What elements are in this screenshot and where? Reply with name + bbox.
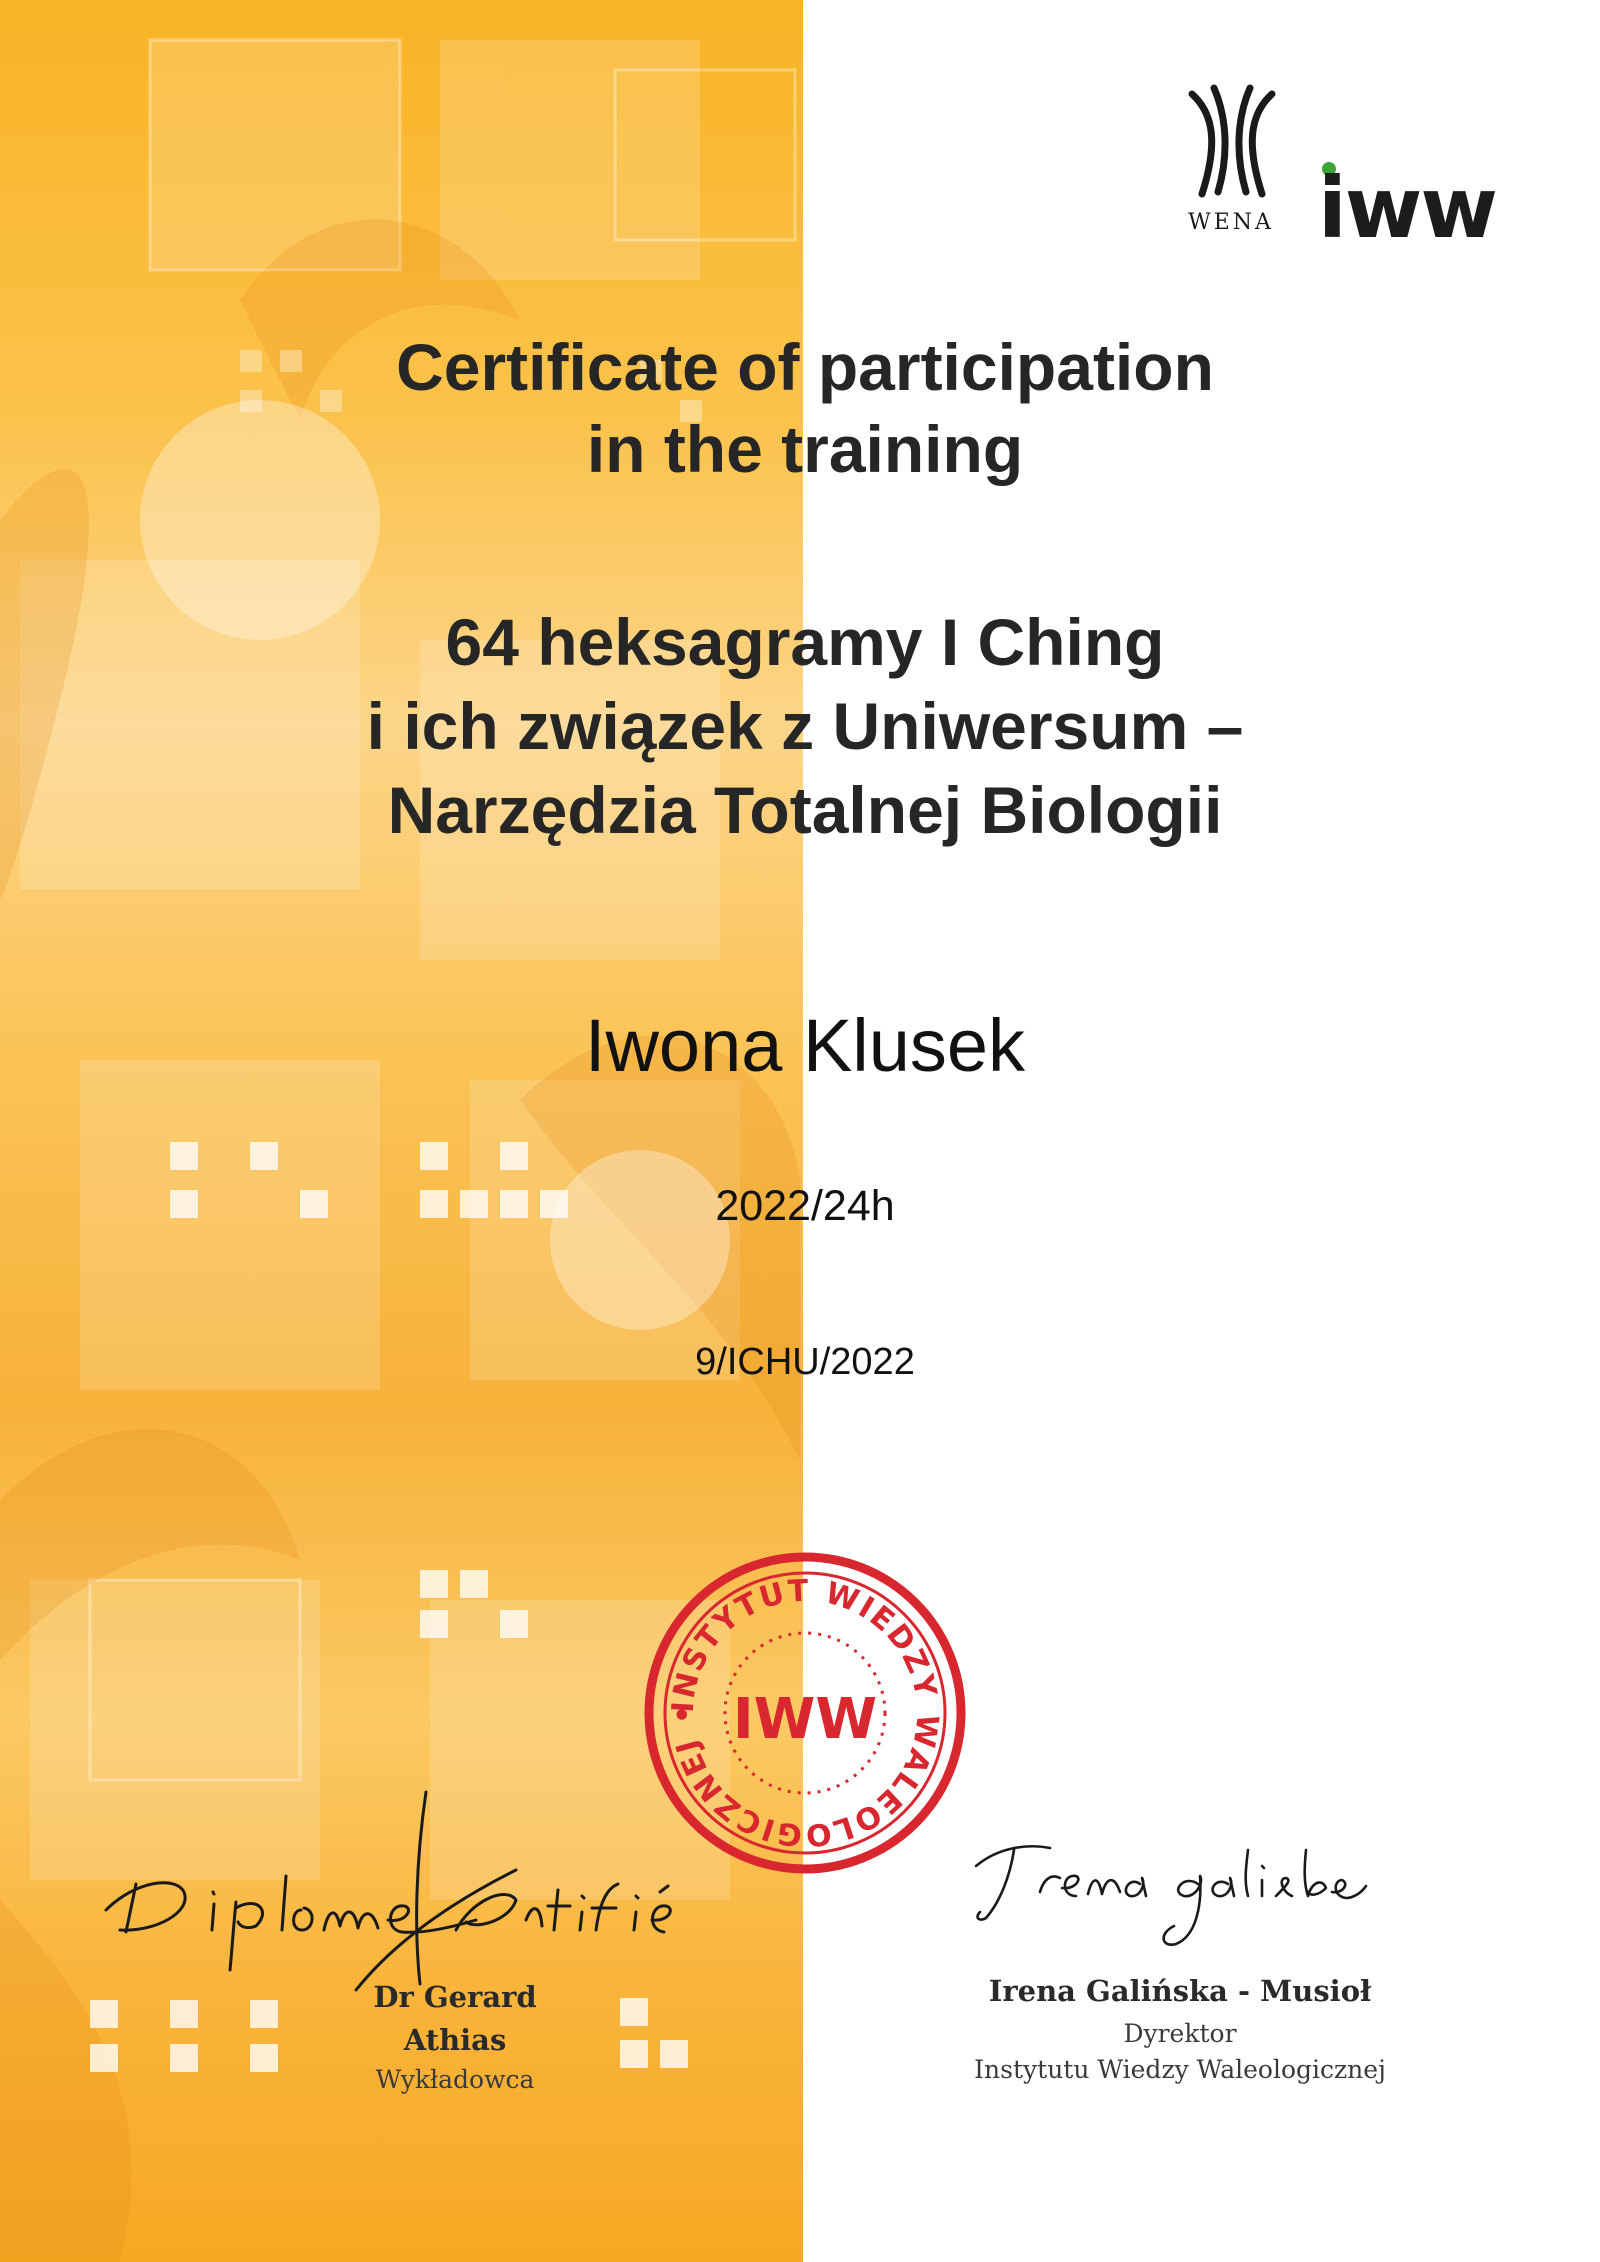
signatory-right [900,1966,1460,2088]
iww-logo-text: iww [1318,159,1496,257]
title-line-2: in the training [586,412,1024,486]
stamp-center-text: IWW [732,1687,878,1752]
certificate-title [250,326,1360,490]
training-name [250,600,1360,852]
signature-irena-galinska [970,1826,1370,1956]
signatory-right-name: Irena Galińska - Musioł [988,1974,1372,2008]
signatory-left [330,1976,580,2098]
signatory-left-name-line-2: Athias [403,2023,507,2057]
signatory-left-name-line-1: Dr Gerard [373,1980,537,2014]
signatory-right-role-line-1: Dyrektor [1123,2019,1237,2048]
training-line-2: i ich związek z Uniwersum – [366,689,1244,763]
iww-logo [1318,150,1508,257]
wena-logo [1176,84,1286,244]
stamp-ring-text: INSTYTUT WIEDZY WALEOLOGICZNEJ • [665,1573,945,1853]
wena-logo-text: WENA [1188,210,1274,235]
certificate-number: 9/ICHU/2022 [695,1341,915,1383]
training-line-1: 64 heksagramy I Ching [445,605,1165,679]
year-hours: 2022/24h [715,1182,895,1230]
signature-gerard-athias [96,1780,706,2000]
signatory-left-role: Wykładowca [375,2065,535,2094]
title-line-1: Certificate of participation [396,330,1214,404]
wena-logo-mark [1184,84,1280,202]
signatory-right-role-line-2: Instytutu Wiedzy Waleologicznej [974,2055,1386,2084]
training-line-3: Narzędzia Totalnej Biologii [387,773,1223,847]
participant-name: Iwona Klusek [584,1004,1026,1087]
